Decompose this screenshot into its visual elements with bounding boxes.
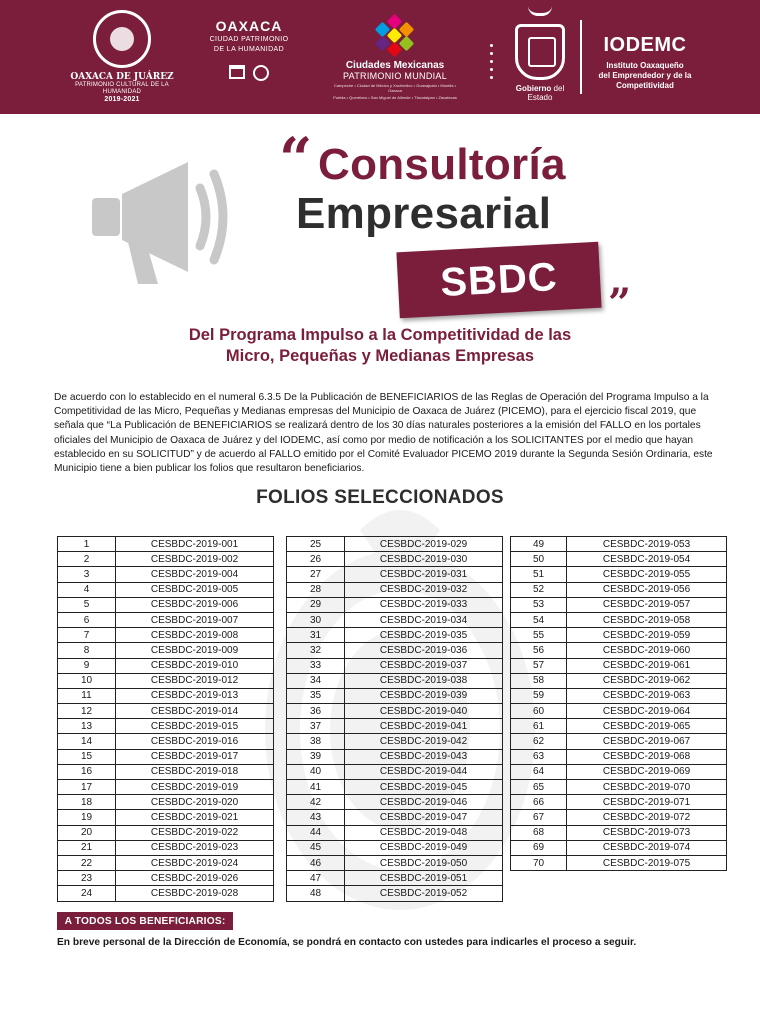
folio-number: 33 — [287, 658, 345, 673]
folio-code: CESBDC-2019-045 — [345, 780, 503, 795]
table-row — [287, 552, 503, 567]
table-row — [511, 810, 727, 825]
folio-number: 6 — [58, 612, 116, 627]
table-row — [287, 825, 503, 840]
table-row — [287, 886, 503, 901]
folio-code: CESBDC-2019-013 — [116, 688, 274, 703]
folio-code: CESBDC-2019-050 — [345, 855, 503, 870]
folio-number: 24 — [58, 886, 116, 901]
folio-code: CESBDC-2019-016 — [116, 734, 274, 749]
folio-code: CESBDC-2019-047 — [345, 810, 503, 825]
gobierno-estado-logo — [505, 0, 575, 114]
folio-number: 41 — [287, 780, 345, 795]
folio-code: CESBDC-2019-067 — [567, 734, 727, 749]
folio-code: CESBDC-2019-021 — [116, 810, 274, 825]
folio-number: 67 — [511, 810, 567, 825]
folio-number: 53 — [511, 597, 567, 612]
folio-code: CESBDC-2019-008 — [116, 628, 274, 643]
folio-code: CESBDC-2019-026 — [116, 871, 274, 886]
folio-code: CESBDC-2019-064 — [567, 704, 727, 719]
table-row — [287, 582, 503, 597]
table-row — [58, 871, 274, 886]
folio-number: 56 — [511, 643, 567, 658]
closing-quote: ” — [608, 280, 632, 327]
folio-number: 15 — [58, 749, 116, 764]
table-row — [287, 658, 503, 673]
folio-number: 13 — [58, 719, 116, 734]
folio-code: CESBDC-2019-014 — [116, 704, 274, 719]
folio-number: 66 — [511, 795, 567, 810]
folio-code: CESBDC-2019-073 — [567, 825, 727, 840]
folio-code: CESBDC-2019-004 — [116, 567, 274, 582]
program-subtitle: Del Programa Impulso a la Competitividad de las Micro, Pequeñas y Medianas Empresas — [188, 326, 572, 366]
table-row — [287, 810, 503, 825]
ciudades-mexicanas-icon — [375, 16, 415, 56]
folio-code: CESBDC-2019-036 — [345, 643, 503, 658]
oaxaca-juarez-subtitle: PATRIMONIO CULTURAL DE LA HUMANIDAD — [75, 82, 169, 96]
folio-code: CESBDC-2019-006 — [116, 597, 274, 612]
table-row — [511, 628, 727, 643]
table-row — [58, 764, 274, 779]
folio-number: 63 — [511, 749, 567, 764]
folio-code: CESBDC-2019-039 — [345, 688, 503, 703]
table-row — [58, 825, 274, 840]
folio-code: CESBDC-2019-060 — [567, 643, 727, 658]
table-row — [58, 688, 274, 703]
folio-code: CESBDC-2019-041 — [345, 719, 503, 734]
folio-code: CESBDC-2019-061 — [567, 658, 727, 673]
ciudades-mexicanas-subtitle: PATRIMONIO MUNDIAL — [342, 71, 448, 81]
folio-code: CESBDC-2019-071 — [567, 795, 727, 810]
folio-number: 31 — [287, 628, 345, 643]
folio-number: 25 — [287, 537, 345, 552]
folios-table-3 — [510, 536, 727, 871]
folio-code: CESBDC-2019-057 — [567, 597, 727, 612]
table-row — [511, 855, 727, 870]
folio-code: CESBDC-2019-037 — [345, 658, 503, 673]
table-row — [287, 780, 503, 795]
folio-number: 32 — [287, 643, 345, 658]
oaxaca-brand-line2: DE LA HUMANIDAD — [213, 46, 285, 54]
folio-code: CESBDC-2019-029 — [345, 537, 503, 552]
folio-number: 58 — [511, 673, 567, 688]
folio-number: 19 — [58, 810, 116, 825]
iodemc-line2: del Emprendedor y de la — [598, 71, 692, 80]
folio-number: 23 — [58, 871, 116, 886]
folio-code: CESBDC-2019-052 — [345, 886, 503, 901]
folio-number: 7 — [58, 628, 116, 643]
sbdc-badge — [396, 242, 601, 318]
folio-code: CESBDC-2019-074 — [567, 840, 727, 855]
ciudades-list-1: Campeche • Ciudad de México y Xochimilco • Guanajuato • Morelia • Oaxaca — [333, 83, 457, 94]
folio-number: 11 — [58, 688, 116, 703]
folio-code: CESBDC-2019-028 — [116, 886, 274, 901]
folio-code: CESBDC-2019-015 — [116, 719, 274, 734]
sbdc-label: SBDC — [439, 254, 559, 305]
folio-number: 45 — [287, 840, 345, 855]
folio-number: 27 — [287, 567, 345, 582]
folio-number: 17 — [58, 780, 116, 795]
folio-number: 30 — [287, 612, 345, 627]
folio-number: 35 — [287, 688, 345, 703]
table-row — [287, 612, 503, 627]
table-row — [58, 795, 274, 810]
table-row — [287, 537, 503, 552]
folio-number: 46 — [287, 855, 345, 870]
folio-code: CESBDC-2019-065 — [567, 719, 727, 734]
folio-number: 65 — [511, 780, 567, 795]
table-row — [511, 719, 727, 734]
iodemc-line3: Competitividad — [616, 81, 674, 90]
folio-code: CESBDC-2019-010 — [116, 658, 274, 673]
folio-code: CESBDC-2019-048 — [345, 825, 503, 840]
table-row — [287, 749, 503, 764]
oaxaca-de-juarez-logo — [62, 0, 182, 114]
folio-number: 9 — [58, 658, 116, 673]
table-row — [58, 567, 274, 582]
folio-number: 29 — [287, 597, 345, 612]
table-row — [511, 673, 727, 688]
oaxaca-juarez-title: OAXACA DE JUÁREZ — [70, 72, 174, 82]
folio-number: 49 — [511, 537, 567, 552]
folio-number: 16 — [58, 764, 116, 779]
folio-number: 48 — [287, 886, 345, 901]
folio-number: 62 — [511, 734, 567, 749]
folio-code: CESBDC-2019-012 — [116, 673, 274, 688]
folio-number: 64 — [511, 764, 567, 779]
ciudades-mexicanas-title: Ciudades Mexicanas — [345, 60, 445, 71]
table-row — [511, 795, 727, 810]
folio-code: CESBDC-2019-053 — [567, 537, 727, 552]
beneficiaries-notice-label: A TODOS LOS BENEFICIARIOS: — [57, 912, 233, 930]
table-row — [511, 643, 727, 658]
folio-code: CESBDC-2019-033 — [345, 597, 503, 612]
folio-number: 36 — [287, 704, 345, 719]
table-row — [287, 795, 503, 810]
folio-number: 38 — [287, 734, 345, 749]
folio-code: CESBDC-2019-009 — [116, 643, 274, 658]
table-row — [287, 871, 503, 886]
table-row — [511, 537, 727, 552]
unesco-temple-icon — [229, 65, 245, 79]
folio-code: CESBDC-2019-051 — [345, 871, 503, 886]
folio-code: CESBDC-2019-063 — [567, 688, 727, 703]
table-row — [287, 734, 503, 749]
table-row — [58, 749, 274, 764]
header-band — [0, 0, 760, 114]
table-row — [58, 612, 274, 627]
folio-code: CESBDC-2019-059 — [567, 628, 727, 643]
folio-number: 61 — [511, 719, 567, 734]
folio-code: CESBDC-2019-030 — [345, 552, 503, 567]
table-row — [58, 628, 274, 643]
table-row — [287, 643, 503, 658]
folio-code: CESBDC-2019-042 — [345, 734, 503, 749]
table-row — [511, 658, 727, 673]
table-row — [511, 688, 727, 703]
folio-number: 5 — [58, 597, 116, 612]
city-seal-icon — [93, 10, 151, 68]
folio-number: 22 — [58, 855, 116, 870]
folio-code: CESBDC-2019-017 — [116, 749, 274, 764]
folio-number: 51 — [511, 567, 567, 582]
opening-quote: “ — [279, 125, 313, 193]
folio-code: CESBDC-2019-031 — [345, 567, 503, 582]
iodemc-title: IODEMC — [603, 34, 687, 56]
folio-code: CESBDC-2019-058 — [567, 612, 727, 627]
table-row — [287, 597, 503, 612]
folio-number: 70 — [511, 855, 567, 870]
table-row — [287, 840, 503, 855]
folio-code: CESBDC-2019-062 — [567, 673, 727, 688]
folio-number: 26 — [287, 552, 345, 567]
folio-number: 50 — [511, 552, 567, 567]
folio-number: 68 — [511, 825, 567, 840]
folio-number: 40 — [287, 764, 345, 779]
folio-code: CESBDC-2019-001 — [116, 537, 274, 552]
folio-number: 14 — [58, 734, 116, 749]
folio-number: 39 — [287, 749, 345, 764]
table-row — [511, 734, 727, 749]
table-row — [511, 780, 727, 795]
folio-code: CESBDC-2019-002 — [116, 552, 274, 567]
folios-heading: FOLIOS SELECCIONADOS — [256, 487, 504, 508]
folio-code: CESBDC-2019-034 — [345, 612, 503, 627]
folio-code: CESBDC-2019-020 — [116, 795, 274, 810]
folios-table-2 — [286, 536, 503, 902]
table-row — [287, 567, 503, 582]
folio-number: 44 — [287, 825, 345, 840]
state-shield-icon — [515, 24, 565, 80]
folio-number: 57 — [511, 658, 567, 673]
table-row — [58, 810, 274, 825]
folio-code: CESBDC-2019-019 — [116, 780, 274, 795]
folio-number: 42 — [287, 795, 345, 810]
gobierno-label: Gobierno del Estado — [515, 84, 565, 102]
folio-code: CESBDC-2019-044 — [345, 764, 503, 779]
folio-number: 43 — [287, 810, 345, 825]
megaphone-icon — [88, 150, 248, 290]
ciudades-list-2: Puebla • Querétaro • San Miguel de Allende • Tlacotalpan • Zacatecas — [333, 95, 457, 101]
folio-number: 8 — [58, 643, 116, 658]
table-row — [511, 582, 727, 597]
folio-number: 4 — [58, 582, 116, 597]
folio-code: CESBDC-2019-007 — [116, 612, 274, 627]
table-row — [58, 886, 274, 901]
table-row — [511, 612, 727, 627]
table-row — [58, 582, 274, 597]
folio-code: CESBDC-2019-069 — [567, 764, 727, 779]
table-row — [511, 567, 727, 582]
world-heritage-icon — [253, 65, 269, 81]
table-row — [511, 749, 727, 764]
folio-code: CESBDC-2019-032 — [345, 582, 503, 597]
folio-number: 55 — [511, 628, 567, 643]
table-row — [58, 855, 274, 870]
table-row — [58, 734, 274, 749]
title-consultoria: Consultoría — [318, 140, 566, 189]
title-empresarial: Empresarial — [296, 189, 552, 238]
folio-code: CESBDC-2019-046 — [345, 795, 503, 810]
folio-number: 21 — [58, 840, 116, 855]
folio-number: 52 — [511, 582, 567, 597]
oaxaca-patrimonio-logo — [200, 0, 298, 114]
folios-table-1 — [57, 536, 274, 902]
folio-code: CESBDC-2019-038 — [345, 673, 503, 688]
folio-code: CESBDC-2019-072 — [567, 810, 727, 825]
table-row — [511, 840, 727, 855]
table-row — [287, 764, 503, 779]
folio-number: 47 — [287, 871, 345, 886]
folio-number: 69 — [511, 840, 567, 855]
beneficiaries-notice-text: En breve personal de la Dirección de Economía, se pondrá en contacto con ustedes para indicarles el proceso a seguir. — [57, 937, 637, 948]
table-row — [58, 552, 274, 567]
folio-code: CESBDC-2019-005 — [116, 582, 274, 597]
table-row — [58, 643, 274, 658]
folio-number: 34 — [287, 673, 345, 688]
folio-code: CESBDC-2019-070 — [567, 780, 727, 795]
table-row — [58, 780, 274, 795]
table-row — [287, 673, 503, 688]
table-row — [511, 597, 727, 612]
folio-code: CESBDC-2019-018 — [116, 764, 274, 779]
folio-number: 20 — [58, 825, 116, 840]
folio-number: 60 — [511, 704, 567, 719]
folio-number: 2 — [58, 552, 116, 567]
folio-number: 59 — [511, 688, 567, 703]
table-row — [287, 719, 503, 734]
oaxaca-juarez-period: 2019-2021 — [104, 96, 140, 104]
table-row — [58, 537, 274, 552]
table-row — [511, 825, 727, 840]
table-row — [287, 855, 503, 870]
folio-code: CESBDC-2019-068 — [567, 749, 727, 764]
table-row — [511, 764, 727, 779]
folio-number: 3 — [58, 567, 116, 582]
table-row — [58, 719, 274, 734]
table-row — [58, 704, 274, 719]
table-row — [58, 658, 274, 673]
folio-number: 12 — [58, 704, 116, 719]
folio-number: 54 — [511, 612, 567, 627]
eagle-icon — [528, 6, 552, 16]
table-row — [511, 704, 727, 719]
folio-code: CESBDC-2019-049 — [345, 840, 503, 855]
table-row — [58, 840, 274, 855]
table-row — [287, 704, 503, 719]
folio-code: CESBDC-2019-024 — [116, 855, 274, 870]
oaxaca-brand-line1: CIUDAD PATRIMONIO — [209, 36, 289, 43]
table-row — [58, 673, 274, 688]
folio-code: CESBDC-2019-023 — [116, 840, 274, 855]
folio-code: CESBDC-2019-056 — [567, 582, 727, 597]
folio-number: 10 — [58, 673, 116, 688]
folio-code: CESBDC-2019-043 — [345, 749, 503, 764]
decorative-dots — [490, 44, 496, 84]
folio-code: CESBDC-2019-022 — [116, 825, 274, 840]
folio-number: 28 — [287, 582, 345, 597]
intro-paragraph: De acuerdo con lo establecido en el numeral 6.3.5 De la Publicación de BENEFICIARIOS de las Reglas de Operación del Programa Impulso a la Competitividad de las Micro, Pequeñas y Medianas empresas del Municipio de Oaxaca de Juárez (PICEMO), para el ejercicio fiscal 2019, que señala que “La Publicación de BENEFICIARIOS se realizará dentro de los 30 días naturales posteriores a la emisión del FALLO en los portales oficiales del Municipio de Oaxaca de Juárez y del IODEMC, así como por medio de notificación a los SOLICITANTES por el medio que hayan establecido en su SOLICITUD” y de acuerdo al FALLO emitido por el Comité Evaluador PICEMO 2019 durante la Segunda Sesión Ordinaria, este Municipio tiene a bien publicar los folios que resultaron beneficiarios. — [54, 392, 713, 475]
table-row — [511, 552, 727, 567]
folio-number: 1 — [58, 537, 116, 552]
folio-code: CESBDC-2019-055 — [567, 567, 727, 582]
ciudades-mexicanas-logo — [330, 0, 460, 114]
folio-code: CESBDC-2019-054 — [567, 552, 727, 567]
folio-number: 37 — [287, 719, 345, 734]
table-row — [287, 628, 503, 643]
folio-code: CESBDC-2019-040 — [345, 704, 503, 719]
iodemc-line1: Instituto Oaxaqueño — [606, 61, 684, 70]
table-row — [287, 688, 503, 703]
iodemc-logo — [590, 0, 700, 114]
table-row — [58, 597, 274, 612]
header-divider — [580, 20, 582, 94]
oaxaca-brand-title: OAXACA — [215, 18, 283, 34]
folio-code: CESBDC-2019-075 — [567, 855, 727, 870]
folio-code: CESBDC-2019-035 — [345, 628, 503, 643]
folio-number: 18 — [58, 795, 116, 810]
